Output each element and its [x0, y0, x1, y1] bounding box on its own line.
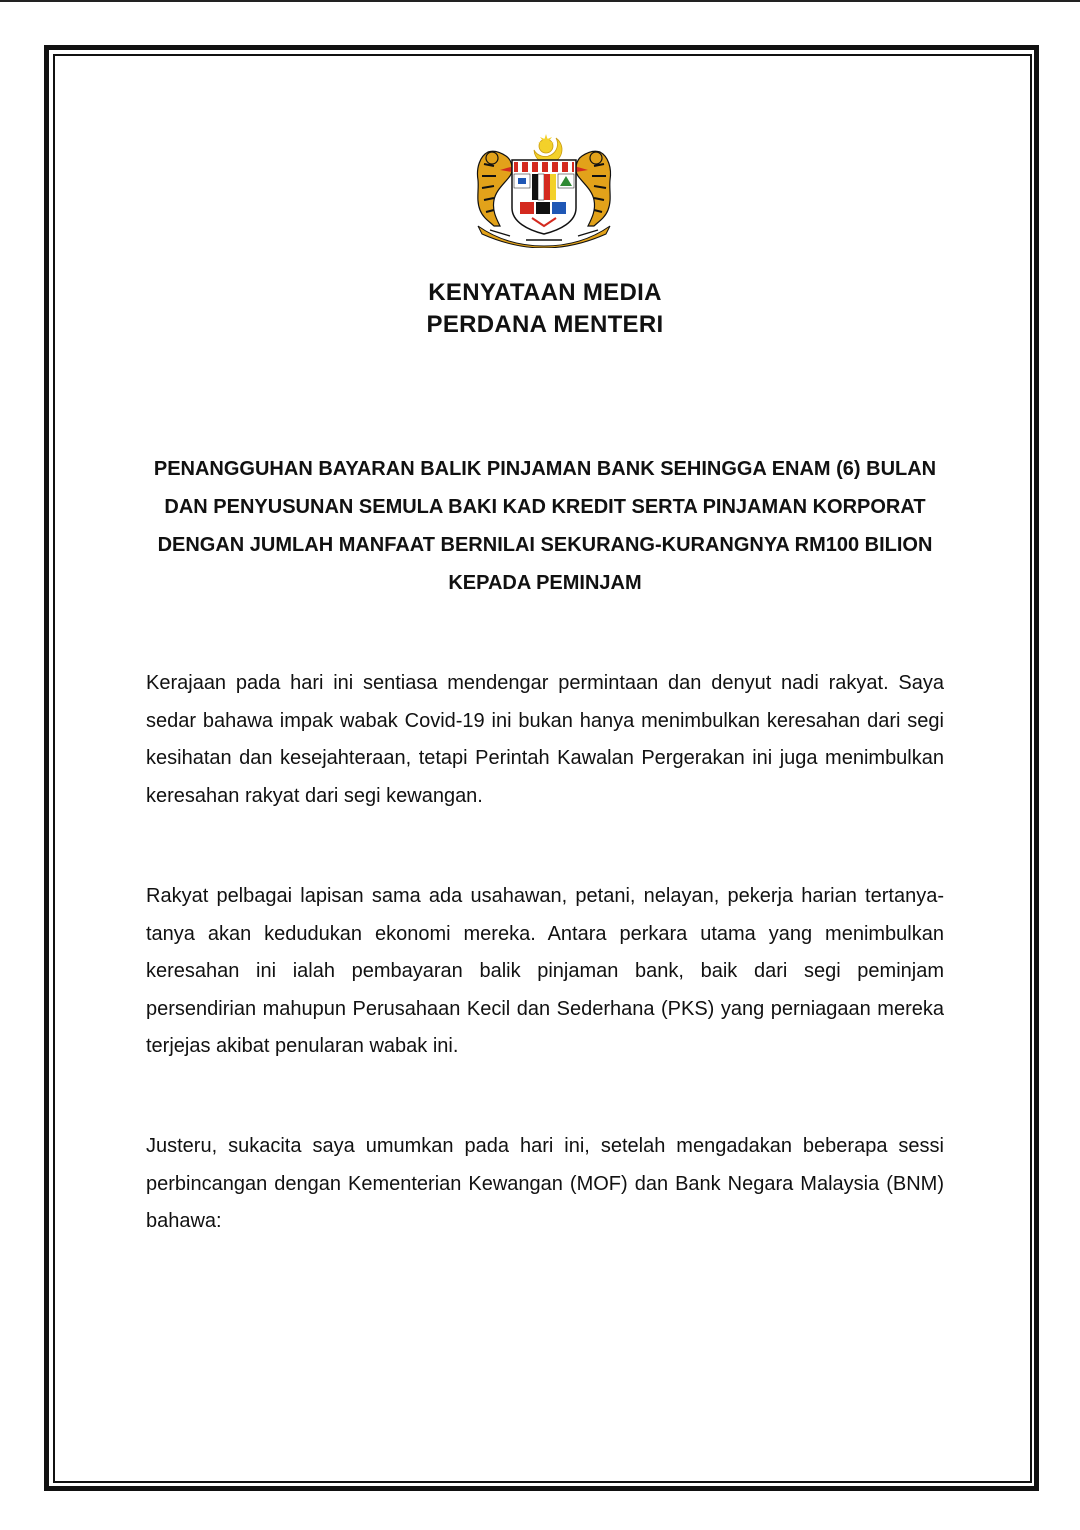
- left-tiger-icon: [477, 151, 514, 226]
- right-tiger-icon: [574, 151, 611, 226]
- body-paragraph-3: Justeru, sukacita saya umumkan pada hari ini, setelah mengadakan beberapa sessi perbincangan dengan Kementerian Kewangan (MOF) dan Bank Negara Malaysia (BNM) bahawa:: [146, 1135, 944, 1232]
- body-paragraph-1: Kerajaan pada hari ini sentiasa mendengar permintaan dan denyut nadi rakyat. Saya sedar bahawa impak wabak Covid-19 ini bukan hanya menimbulkan keresahan dari segi kesihatan dan kesejahteraan, tetapi Perintah Kawalan Pergerakan ini juga menimbulkan keresahan rakyat dari segi kewangan.: [146, 672, 944, 807]
- crescent-star-icon: [534, 134, 562, 163]
- malaysia-coat-of-arms-icon: [470, 130, 618, 248]
- body-paragraph-2: Rakyat pelbagai lapisan sama ada usahawan, petani, nelayan, pekerja harian tertanya-tanya akan kedudukan ekonomi mereka. Antara perkara utama yang menimbulkan keresahan ini ialah pembayaran balik pinjaman bank, baik dari segi peminjam persendirian mahupun Perusahaan Kecil dan Sederhana (PKS) yang perniagaan mereka terjejas akibat penularan wabak ini.: [146, 885, 944, 1057]
- press-release-headline: PENANGGUHAN BAYARAN BALIK PINJAMAN BANK SEHINGGA ENAM (6) BULAN DAN PENYUSUNAN SEMULA BAKI KAD KREDIT SERTA PINJAMAN KORPORAT DENGAN JUMLAH MANFAAT BERNILAI SEKURANG-KURANGNYA RM100 BILION KEPADA PEMINJAM: [153, 458, 937, 594]
- page-title-line-2: PERDANA MENTERI: [426, 311, 664, 338]
- page-top-rule: [0, 0, 1080, 2]
- page-title-line-1: KENYATAAN MEDIA: [428, 279, 662, 306]
- shield-icon: [512, 160, 576, 234]
